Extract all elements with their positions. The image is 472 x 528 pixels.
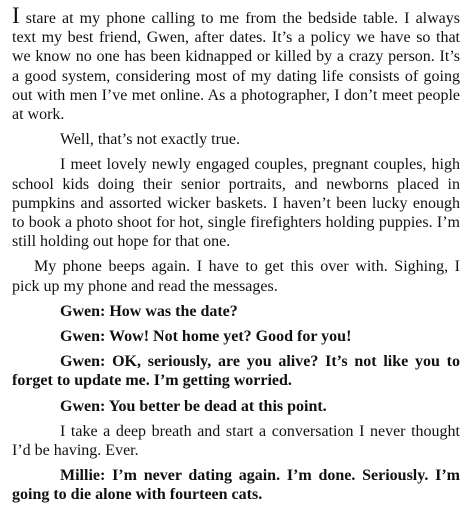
- paragraph-1: [12, 3, 460, 124]
- text-message-3: Gwen: OK, seriously, are you alive? It’s not like you to forget to update me. I’m getting worried.: [12, 353, 460, 390]
- drop-cap: I: [12, 3, 20, 28]
- paragraph-4: My phone beeps again. I have to get this over with. Sighing, I pick up my phone and read the messages.: [12, 258, 460, 295]
- paragraph-3: I meet lovely newly engaged couples, pregnant couples, high school kids doing their senior portraits, and newborns placed in pumpkins and assorted wicker baskets. I haven’t been lucky enough to book a photo shoot for hot, single firefighters holding puppies. I’m still holding out hope for that one.: [12, 156, 460, 251]
- document-page: [12, 3, 460, 511]
- text-message-4: Gwen: You better be dead at this point.: [60, 397, 327, 415]
- paragraph-1-text: stare at my phone calling to me from the bedside table. I always text my best friend, Gwen, after dates. It’s a policy we have so that we know no one has been kidnapped or killed by a crazy person. It’s a good system, considering most of my dating life consists of going out with men I’ve met online. As a photographer, I don’t meet people at work.: [12, 10, 460, 124]
- text-message-1: Gwen: How was the date?: [60, 302, 238, 320]
- paragraph-2: Well, that’s not exactly true.: [60, 131, 240, 149]
- text-message-2: Gwen: Wow! Not home yet? Good for you!: [60, 328, 352, 346]
- text-message-5: Millie: I’m never dating again. I’m done. Seriously. I’m going to die alone with fourteen cats.: [12, 467, 460, 504]
- paragraph-5: I take a deep breath and start a conversation I never thought I’d be having. Ever.: [12, 422, 460, 460]
